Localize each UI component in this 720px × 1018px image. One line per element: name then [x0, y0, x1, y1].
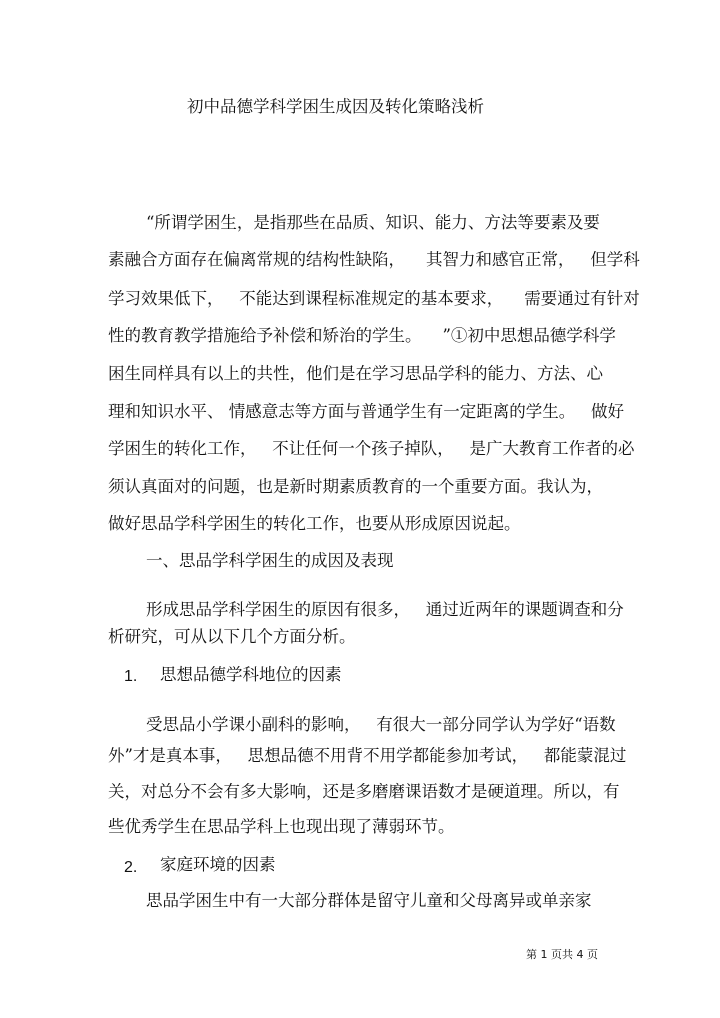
- paragraph-line: 形成思品学科学困生的原因有很多， 通过近两年的课题调查和分: [146, 600, 624, 619]
- list-number: 2.: [124, 859, 138, 876]
- paragraph-line: 学习效果低下， 不能达到课程标准规定的基本要求， 需要通过有针对: [108, 289, 640, 308]
- paragraph-line: 关，对总分不会有多大影响，还是多磨磨课语数才是硬道理。所以，有: [108, 782, 620, 801]
- paragraph-line: 外”才是真本事， 思想品德不用背不用学都能参加考试， 都能蒙混过: [108, 746, 627, 765]
- paragraph-line: 做好思品学科学困生的转化工作，也要从形成原因说起。: [108, 514, 521, 533]
- paragraph-line: 析研究，可从以下几个方面分析。: [108, 627, 356, 646]
- page-footer: 第 1 页共 4 页: [526, 948, 598, 961]
- paragraph-line: 性的教育教学措施给予补偿和矫治的学生。 ”①初中思想品德学科学: [108, 326, 616, 345]
- document-title: 初中品德学科学困生成因及转化策略浅析: [187, 97, 484, 116]
- subsection-heading: 家庭环境的因素: [160, 855, 276, 874]
- paragraph-line: 理和知识水平、 情感意志等方面与普通学生有一定距离的学生。 做好: [108, 402, 624, 421]
- paragraph-line: 思品学困生中有一大部分群体是留守儿童和父母离异或单亲家: [146, 891, 592, 910]
- paragraph-line: 困生同样具有以上的共性，他们是在学习思品学科的能力、方法、心: [108, 364, 603, 383]
- subsection-heading: 思想品德学科地位的因素: [160, 665, 342, 684]
- paragraph-line: 学困生的转化工作， 不让任何一个孩子掉队， 是广大教育工作者的必: [108, 439, 635, 458]
- paragraph-line: 些优秀学生在思品学科上也现出现了薄弱环节。: [108, 817, 455, 836]
- paragraph-line: 素融合方面存在偏离常规的结构性缺陷， 其智力和感官正常， 但学科: [108, 250, 640, 269]
- section-heading: 一、思品学科学困生的成因及表现: [146, 551, 394, 570]
- paragraph-line: 受思品小学课小副科的影响， 有很大一部分同学认为学好“语数: [146, 715, 616, 734]
- paragraph-line: 须认真面对的问题，也是新时期素质教育的一个重要方面。我认为，: [108, 477, 603, 496]
- paragraph-line: “所谓学困生，是指那些在品质、知识、能力、方法等要素及要: [146, 213, 600, 232]
- list-number: 1.: [124, 668, 138, 685]
